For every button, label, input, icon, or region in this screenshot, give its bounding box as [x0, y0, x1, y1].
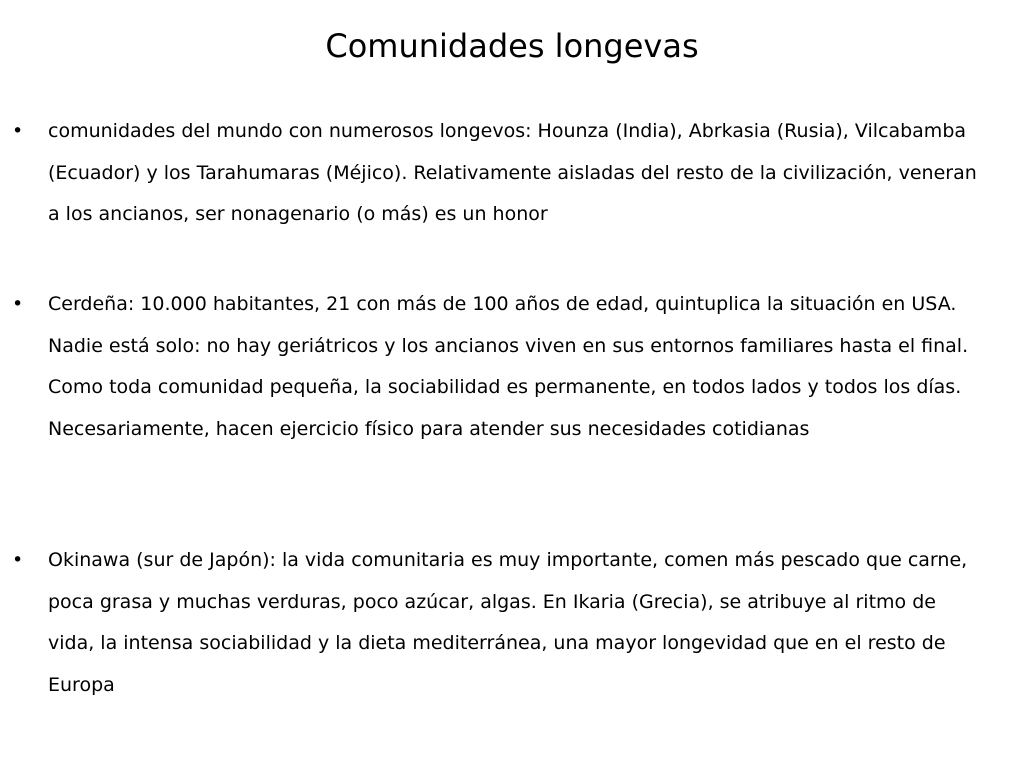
- bullet-text: Cerdeña: 10.000 habitantes, 21 con más de 100 años de edad, quintuplica la situación en USA. Nadie está solo: no hay geriátricos y los ancianos viven en sus entornos familiares hasta el final. Como toda comunidad pequeña, la sociabilidad es permanente, en todos lados y todos los días. Necesariamente, hacen ejercicio físico para atender sus necesidades cotidianas: [48, 293, 969, 440]
- bullet-text: comunidades del mundo con numerosos longevos: Hounza (India), Abrkasia (Rusia), Vilcabamba (Ecuador) y los Tarahumaras (Méjico). Relativamente aisladas del resto de la civilización, veneran a los ancianos, ser nonagenario (o más) es un honor: [48, 120, 977, 225]
- bullet-text: Okinawa (sur de Japón): la vida comunitaria es muy importante, comen más pescado que carne, poca grasa y muchas verduras, poco azúcar, algas. En Ikaria (Grecia), se atribuye al ritmo de vida, la intensa sociabilidad y la dieta mediterránea, una mayor longevidad que en el resto de Europa: [48, 549, 968, 696]
- bullet-marker: •: [12, 293, 24, 315]
- bullet-marker: •: [12, 120, 24, 142]
- bullet-marker: •: [12, 549, 24, 571]
- slide-title: Comunidades longevas: [325, 27, 699, 65]
